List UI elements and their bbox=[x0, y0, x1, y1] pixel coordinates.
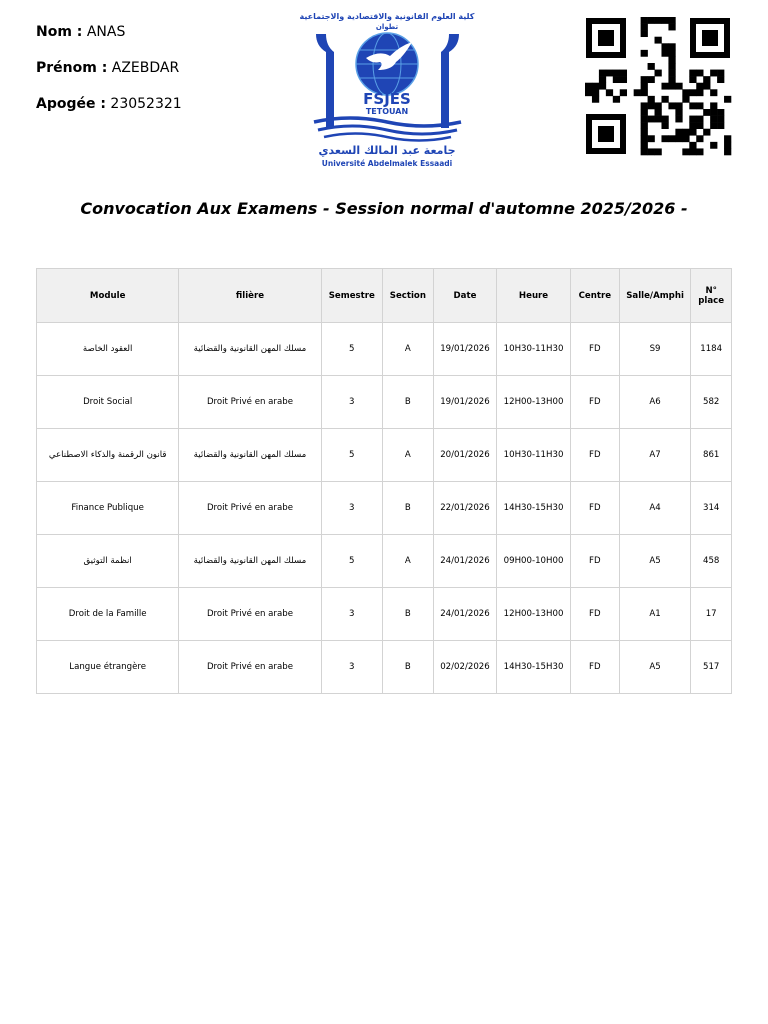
cell-semestre: 5 bbox=[321, 323, 382, 376]
cell-filiere: مسلك المهن القانونية والقضائية bbox=[179, 323, 321, 376]
cell-date: 02/02/2026 bbox=[433, 641, 496, 694]
prenom-label: Prénom : bbox=[36, 60, 108, 76]
logo-arabic-faculty: كلية العلوم القانونية والاقتصادية والاجتماعية bbox=[300, 12, 475, 21]
cell-salle: A7 bbox=[619, 429, 691, 482]
logo-arabic-university: جامعة عبد المالك السعدي bbox=[318, 144, 456, 157]
cell-module: Droit de la Famille bbox=[37, 588, 179, 641]
cell-semestre: 3 bbox=[321, 641, 382, 694]
table-row bbox=[37, 376, 732, 429]
cell-filiere: Droit Privé en arabe bbox=[179, 588, 321, 641]
header-salle: Salle/Amphi bbox=[619, 269, 691, 323]
table-header-row bbox=[37, 269, 732, 323]
page-title: Convocation Aux Examens - Session normal d'automne 2025/2026 - bbox=[80, 199, 688, 218]
apogee-value: 23052321 bbox=[110, 96, 182, 112]
table-row bbox=[37, 535, 732, 588]
cell-semestre: 5 bbox=[321, 535, 382, 588]
cell-module: العقود الخاصة bbox=[37, 323, 179, 376]
nom-label: Nom : bbox=[36, 24, 83, 40]
cell-centre: FD bbox=[570, 641, 619, 694]
cell-salle: A1 bbox=[619, 588, 691, 641]
header-section: Section bbox=[382, 269, 433, 323]
table-row bbox=[37, 323, 732, 376]
cell-section: A bbox=[382, 535, 433, 588]
cell-place: 861 bbox=[691, 429, 732, 482]
cell-filiere: Droit Privé en arabe bbox=[179, 482, 321, 535]
cell-place: 582 bbox=[691, 376, 732, 429]
cell-date: 19/01/2026 bbox=[433, 376, 496, 429]
table-row bbox=[37, 482, 732, 535]
cell-centre: FD bbox=[570, 535, 619, 588]
cell-section: A bbox=[382, 429, 433, 482]
cell-semestre: 3 bbox=[321, 482, 382, 535]
cell-salle: A4 bbox=[619, 482, 691, 535]
header-centre: Centre bbox=[570, 269, 619, 323]
cell-heure: 12H00-13H00 bbox=[497, 588, 571, 641]
cell-place: 458 bbox=[691, 535, 732, 588]
exams-table bbox=[36, 268, 732, 694]
cell-filiere: Droit Privé en arabe bbox=[179, 376, 321, 429]
header-module: Module bbox=[37, 269, 179, 323]
cell-semestre: 3 bbox=[321, 588, 382, 641]
cell-centre: FD bbox=[570, 588, 619, 641]
header-semestre: Semestre bbox=[321, 269, 382, 323]
cell-place: 517 bbox=[691, 641, 732, 694]
cell-centre: FD bbox=[570, 376, 619, 429]
prenom-line bbox=[36, 58, 182, 94]
table-row bbox=[37, 641, 732, 694]
apogee-label: Apogée : bbox=[36, 96, 106, 112]
cell-date: 20/01/2026 bbox=[433, 429, 496, 482]
cell-centre: FD bbox=[570, 482, 619, 535]
cell-section: B bbox=[382, 482, 433, 535]
cell-heure: 14H30-15H30 bbox=[497, 641, 571, 694]
left-pillar-shape bbox=[316, 34, 334, 128]
cell-semestre: 5 bbox=[321, 429, 382, 482]
cell-filiere: Droit Privé en arabe bbox=[179, 641, 321, 694]
cell-place: 1184 bbox=[691, 323, 732, 376]
header-date: Date bbox=[433, 269, 496, 323]
cell-section: B bbox=[382, 376, 433, 429]
cell-place: 314 bbox=[691, 482, 732, 535]
cell-section: B bbox=[382, 588, 433, 641]
cell-centre: FD bbox=[570, 323, 619, 376]
cell-date: 24/01/2026 bbox=[433, 535, 496, 588]
cell-module: Langue étrangère bbox=[37, 641, 179, 694]
apogee-line bbox=[36, 94, 182, 130]
cell-section: B bbox=[382, 641, 433, 694]
cell-module: انظمة التوثيق bbox=[37, 535, 179, 588]
cell-centre: FD bbox=[570, 429, 619, 482]
student-info bbox=[36, 22, 182, 130]
cell-date: 22/01/2026 bbox=[433, 482, 496, 535]
cell-date: 19/01/2026 bbox=[433, 323, 496, 376]
logo-city: TETOUAN bbox=[365, 107, 409, 116]
university-logo bbox=[300, 8, 475, 170]
cell-module: Droit Social bbox=[37, 376, 179, 429]
cell-salle: A5 bbox=[619, 535, 691, 588]
cell-salle: A6 bbox=[619, 376, 691, 429]
cell-heure: 10H30-11H30 bbox=[497, 323, 571, 376]
cell-salle: S9 bbox=[619, 323, 691, 376]
wave-shape bbox=[314, 118, 461, 126]
cell-salle: A5 bbox=[619, 641, 691, 694]
header-filiere: filière bbox=[179, 269, 321, 323]
cell-place: 17 bbox=[691, 588, 732, 641]
cell-heure: 14H30-15H30 bbox=[497, 482, 571, 535]
cell-filiere: مسلك المهن القانونية والقضائية bbox=[179, 535, 321, 588]
right-pillar-shape bbox=[441, 34, 459, 128]
prenom-value: AZEBDAR bbox=[111, 60, 180, 76]
cell-section: A bbox=[382, 323, 433, 376]
cell-filiere: مسلك المهن القانونية والقضائية bbox=[179, 429, 321, 482]
cell-heure: 10H30-11H30 bbox=[497, 429, 571, 482]
cell-module: Finance Publique bbox=[37, 482, 179, 535]
cell-heure: 12H00-13H00 bbox=[497, 376, 571, 429]
table-row bbox=[37, 588, 732, 641]
table-row bbox=[37, 429, 732, 482]
nom-line bbox=[36, 22, 182, 58]
logo-university-name: Université Abdelmalek Essaadi bbox=[321, 159, 453, 168]
logo-arabic-city: تطوان bbox=[375, 23, 399, 31]
header-heure: Heure bbox=[497, 269, 571, 323]
cell-module: قانون الرقمنة والذكاء الاصطناعي bbox=[37, 429, 179, 482]
qr-code-icon bbox=[584, 16, 732, 156]
cell-date: 24/01/2026 bbox=[433, 588, 496, 641]
logo-acronym: FSJES bbox=[363, 90, 411, 108]
nom-value: ANAS bbox=[86, 24, 126, 40]
header-place: N° place bbox=[691, 269, 732, 323]
cell-heure: 09H00-10H00 bbox=[497, 535, 571, 588]
cell-semestre: 3 bbox=[321, 376, 382, 429]
